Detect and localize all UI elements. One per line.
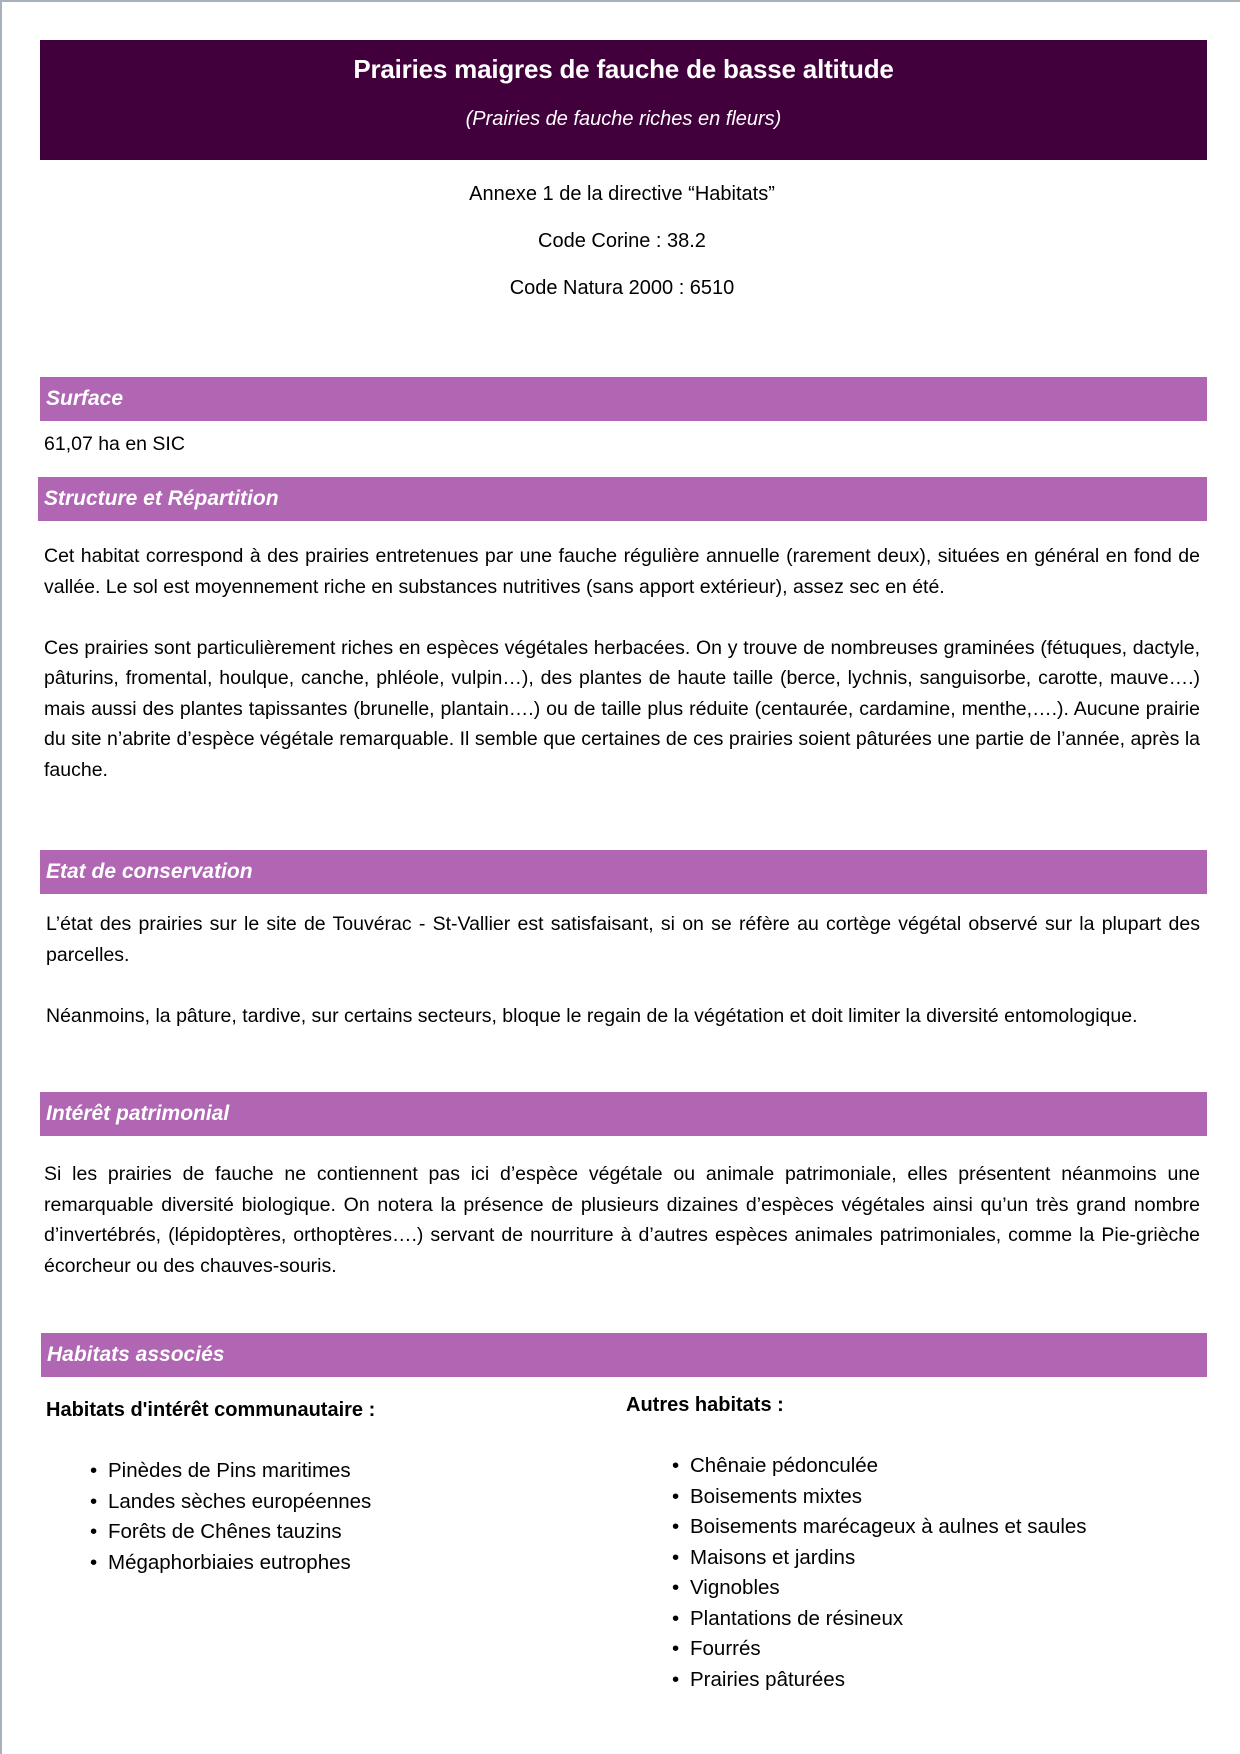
list-item <box>672 1665 1087 1696</box>
list-item <box>672 1451 1087 1482</box>
list-item-label: Boisements marécageux à aulnes et saules <box>690 1515 1087 1538</box>
natura-code: Code Natura 2000 : 6510 <box>509 277 735 299</box>
structure-paragraph: Cet habitat correspond à des prairies entretenues par une fauche régulière annuelle (rarement deux), situées en général en fond de vallée. Le sol est moyennement riche en substances nutritives (sans apport extérieur), assez sec en été. <box>44 545 1200 598</box>
bullet-icon: • <box>90 1459 98 1482</box>
list-item-label: Mégaphorbiaies eutrophes <box>108 1550 351 1574</box>
surface-value: 61,07 ha en SIC <box>44 433 185 455</box>
list-item-label: Plantations de résineux <box>690 1606 904 1630</box>
interet-paragraph: Si les prairies de fauche ne contiennent pas ici d’espèce végétale ou animale patrimoniale, elles présentent néanmoins une remarquable diversité biologique. On notera la présence de plusieurs dizaines d’espèces végétales ainsi qu’un très grand nombre d’invertébrés, (lépidoptères, orthoptères….) servant de nourriture à d’autres espèces animales patrimoniales, comme la Pie-grièche écorcheur ou des chauves-souris. <box>44 1163 1200 1277</box>
bullet-icon: • <box>672 1606 680 1630</box>
bullet-icon: • <box>672 1576 680 1599</box>
section-header-conservation: Etat de conservation <box>40 850 1207 894</box>
list-item-label: Boisements mixtes <box>690 1484 863 1508</box>
list-item <box>672 1573 1087 1604</box>
section-header-structure: Structure et Répartition <box>38 477 1207 521</box>
autres-heading: Autres habitats : <box>626 1394 784 1416</box>
bullet-icon: • <box>672 1637 680 1660</box>
bullet-icon: • <box>672 1454 680 1477</box>
list-item <box>672 1512 1087 1543</box>
conservation-text <box>46 909 1200 1031</box>
interet-text <box>44 1159 1200 1281</box>
list-item <box>90 1548 371 1579</box>
list-item <box>90 1456 371 1487</box>
conservation-paragraph: L’état des prairies sur le site de Touvérac - St-Vallier est satisfaisant, si on se réfère au cortège végétal observé sur la plupart des parcelles. <box>46 913 1200 966</box>
section-header-habitats: Habitats associés <box>41 1333 1207 1377</box>
list-item-label: Prairies pâturées <box>690 1667 845 1691</box>
bullet-icon: • <box>672 1515 680 1538</box>
list-item-label: Vignobles <box>690 1576 780 1599</box>
structure-paragraph: Ces prairies sont particulièrement riches en espèces végétales herbacées. On y trouve de nombreuses graminées (fétuques, dactyle, pâturins, fromental, houlque, canche, phléole, vulpin…), des plantes de haute taille (berce, lychnis, sanguisorbe, carotte, mauve….) mais aussi des plantes tapissantes (brunelle, plantain….) ou de taille plus réduite (centaurée, cardamine, menthe,….). Aucune prairie du site n’abrite d’espèce végétale remarquable. Il semble que certaines de ces prairies soient pâturées une partie de l’année, après la fauche. <box>44 636 1200 781</box>
list-item <box>90 1517 371 1548</box>
bullet-icon: • <box>90 1489 98 1513</box>
bullet-icon: • <box>672 1484 680 1508</box>
autres-list <box>672 1451 1087 1695</box>
structure-text <box>44 541 1200 785</box>
title-banner <box>40 40 1207 160</box>
page-subtitle: (Prairies de fauche riches en fleurs) <box>465 108 782 130</box>
communautaire-list <box>90 1456 371 1578</box>
list-item-label: Chênaie pédonculée <box>690 1454 879 1477</box>
bullet-icon: • <box>90 1550 98 1574</box>
communautaire-heading: Habitats d'intérêt communautaire : <box>46 1399 376 1421</box>
page-title: Prairies maigres de fauche de basse altitude <box>353 54 894 84</box>
list-item <box>672 1634 1087 1665</box>
list-item-label: Fourrés <box>690 1637 761 1660</box>
bullet-icon: • <box>672 1667 680 1691</box>
bullet-icon: • <box>90 1520 98 1543</box>
list-item <box>672 1604 1087 1635</box>
list-item <box>672 1543 1087 1574</box>
annexe-line: Annexe 1 de la directive “Habitats” <box>469 183 775 205</box>
corine-code: Code Corine : 38.2 <box>538 230 706 252</box>
list-item-label: Landes sèches européennes <box>108 1489 372 1513</box>
list-item <box>672 1482 1087 1513</box>
conservation-paragraph: Néanmoins, la pâture, tardive, sur certains secteurs, bloque le regain de la végétation et doit limiter la diversité entomologique. <box>46 1004 1138 1027</box>
list-item-label: Forêts de Chênes tauzins <box>108 1520 342 1543</box>
bullet-icon: • <box>672 1545 680 1569</box>
section-header-surface: Surface <box>40 377 1207 421</box>
section-header-interet: Intérêt patrimonial <box>40 1092 1207 1136</box>
list-item <box>90 1487 371 1518</box>
list-item-label: Maisons et jardins <box>690 1545 856 1569</box>
list-item-label: Pinèdes de Pins maritimes <box>108 1459 351 1482</box>
